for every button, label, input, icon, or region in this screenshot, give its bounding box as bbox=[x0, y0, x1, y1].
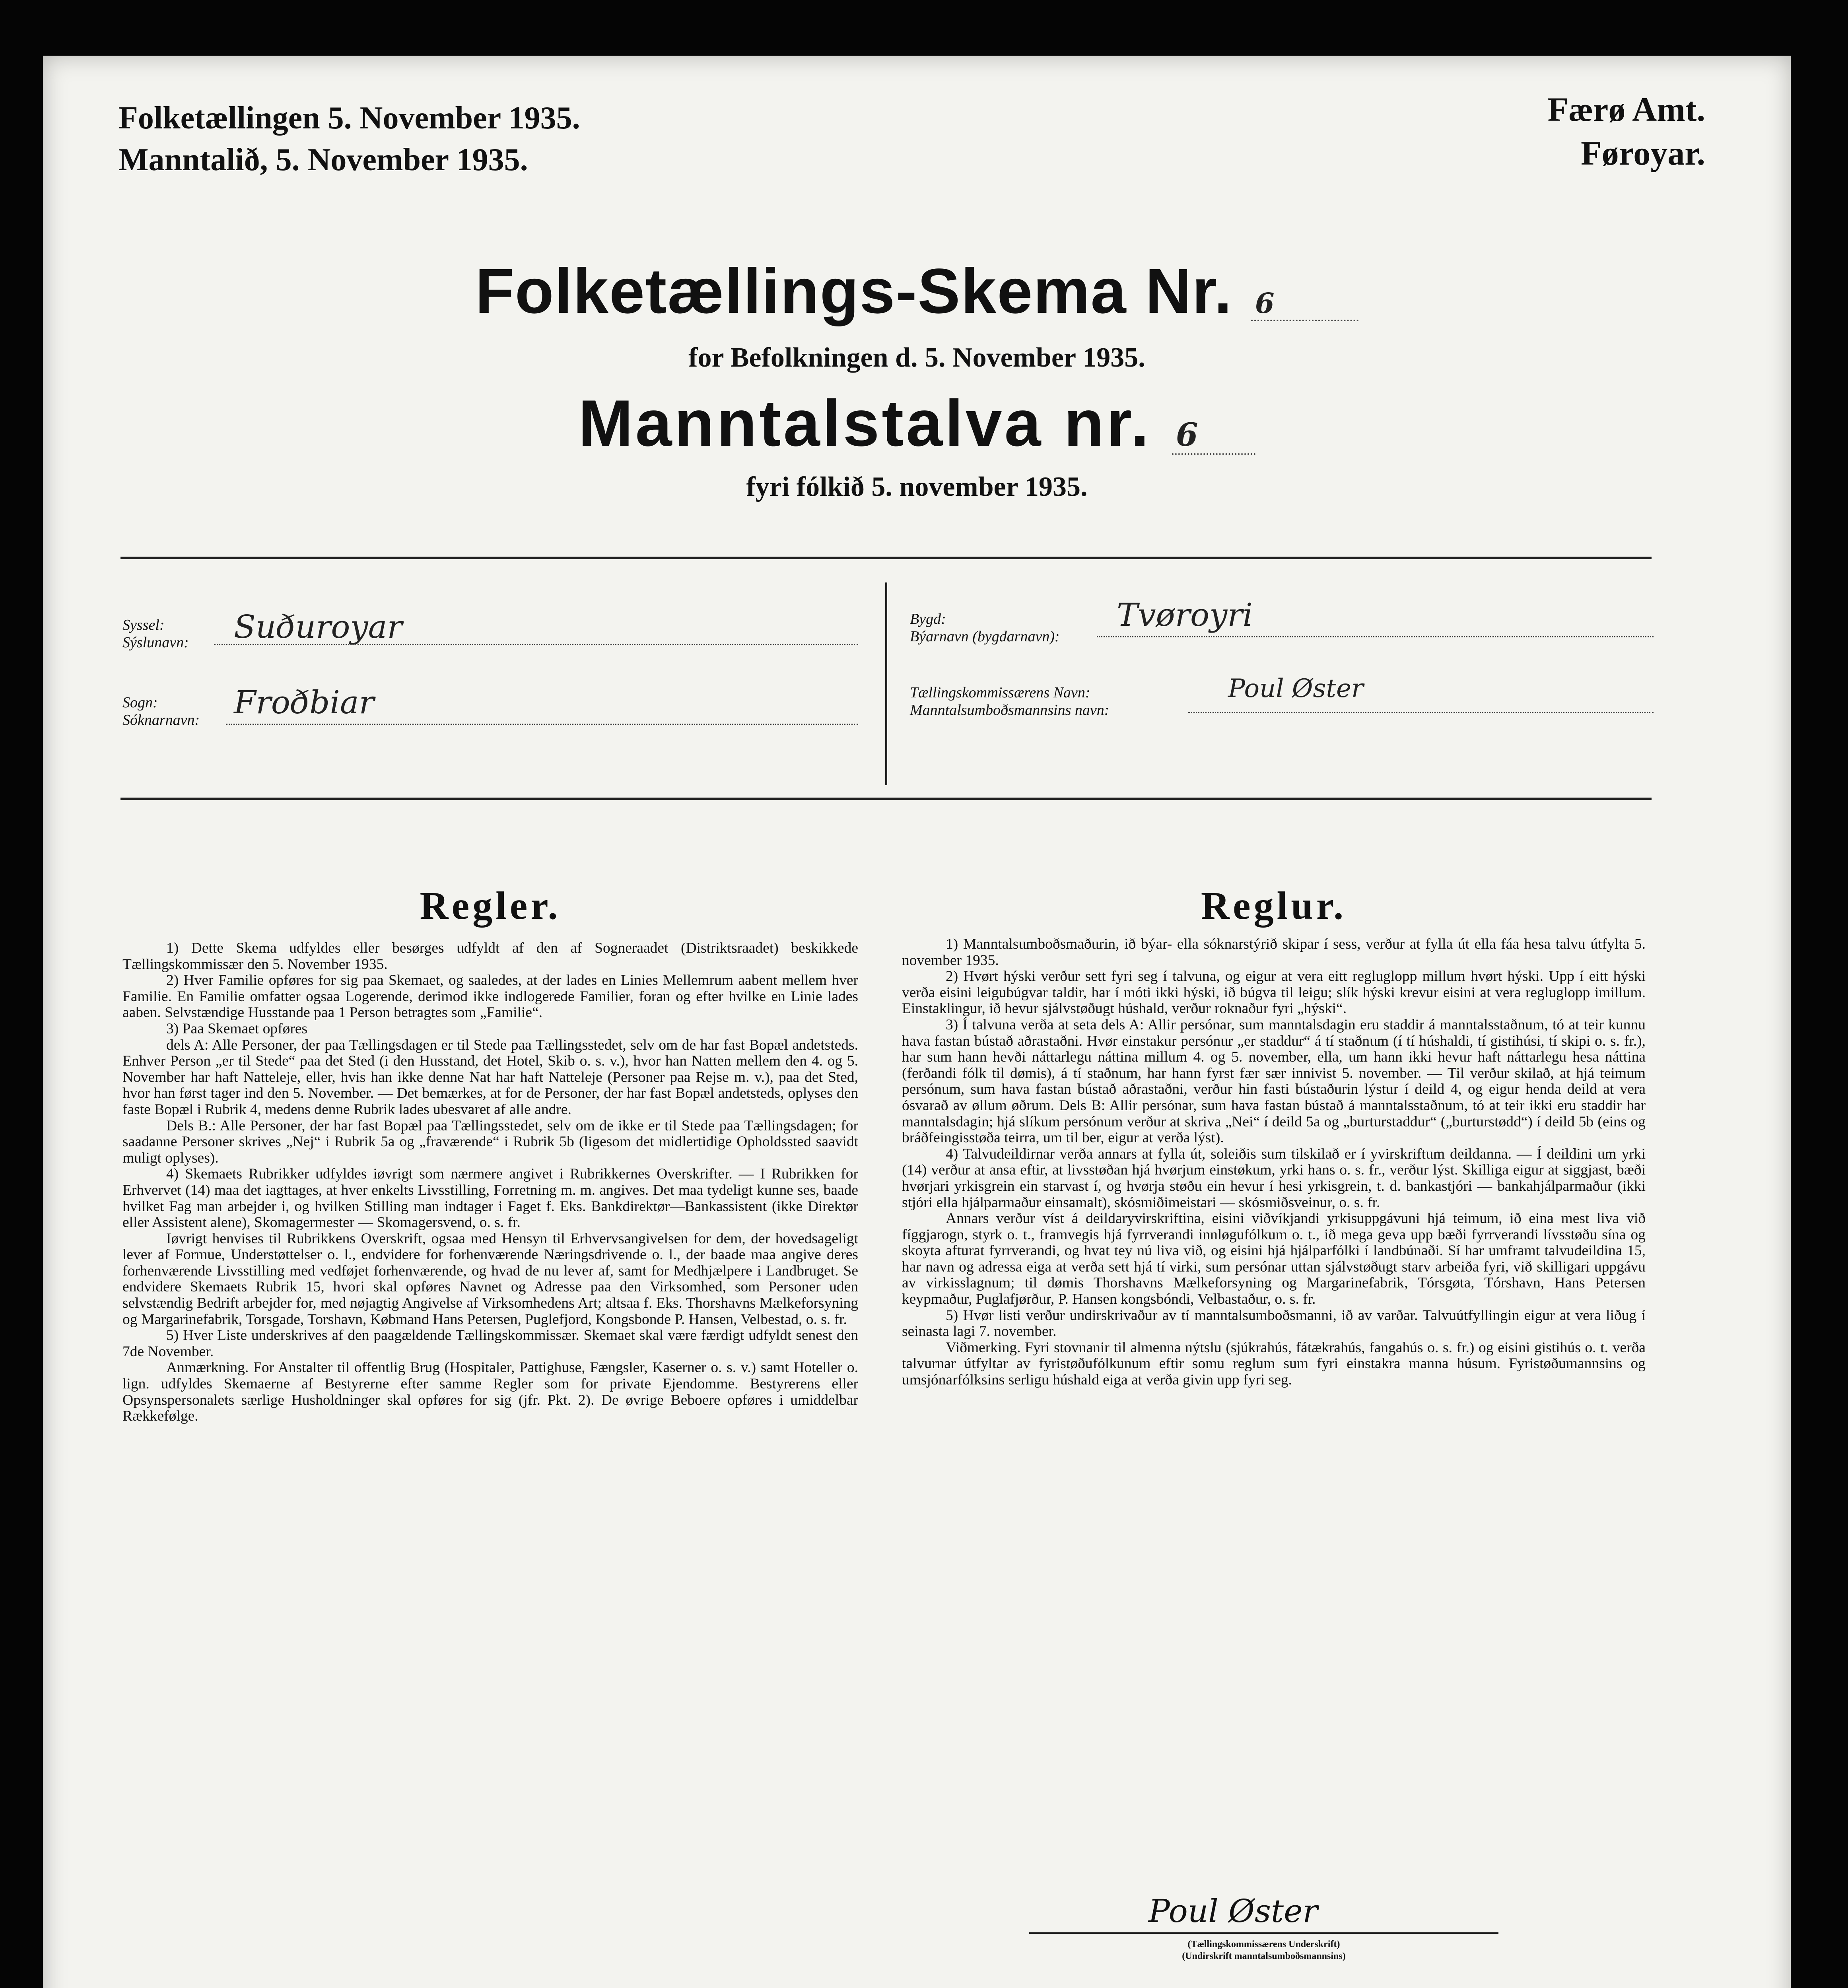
signature-caption-1: (Tællingskommissærens Underskrift) bbox=[1187, 1939, 1340, 1949]
kommissaer-label-1: Tællingskommissærens Navn: bbox=[910, 684, 1090, 701]
sogn-field bbox=[122, 694, 200, 729]
kommissaer-value: Poul Øster bbox=[1228, 674, 1364, 703]
bygd-value: Tvøroyri bbox=[1117, 596, 1253, 633]
stalva-number: 6 bbox=[1172, 416, 1255, 455]
sogn-value: Froðbiar bbox=[234, 684, 374, 721]
header-right-line1: Færø Amt. bbox=[1547, 90, 1705, 128]
regler-title: Regler. bbox=[420, 883, 561, 928]
stalva-subtitle: fyri fólkið 5. november 1935. bbox=[746, 472, 1088, 502]
skema-subtitle: for Befolkningen d. 5. November 1935. bbox=[688, 342, 1145, 373]
header-right-line2: Føroyar. bbox=[1581, 134, 1705, 172]
header-left bbox=[119, 97, 580, 181]
census-form-sheet bbox=[43, 56, 1791, 1988]
field-column-divider bbox=[885, 582, 887, 785]
reglur-paragraph: 2) Hvørt hýski verður sett fyri seg í talvuna, og eigur at vera eitt regluglopp millum hvørt hýski. Upp í eitt hýski verða eisini leigubúgvar taldir, har í móti ikki hýski, ið búgva til leigu; slík hýski krevur eisini at vera regluglopp imillum. Einstaklingur, ið hevur sjálvstøðugt húshald, verður roknaður fyri „hýski“. bbox=[902, 968, 1646, 1017]
syssel-line bbox=[214, 644, 858, 645]
stalva-title bbox=[43, 386, 1791, 461]
syssel-field bbox=[122, 616, 189, 651]
bygd-field bbox=[910, 610, 1060, 645]
bygd-label-2: Býarnavn (bygdarnavn): bbox=[910, 628, 1060, 645]
regler-paragraph: 2) Hver Familie opføres for sig paa Skemaet, og saaledes, at der lades en Linies Mellemrum aabent mellem hver Familie. En Familie omfatter ogsaa Logerende, derimod ikke indlogerede Familier, foran og efter hvilke en Linie lades aaben. Selvstændige Husstande paa 1 Person betragtes som „Familie“. bbox=[122, 972, 858, 1021]
regler-paragraph: 5) Hver Liste underskrives af den paagældende Tællingskommissær. Skemaet skal være færdigt udfyldt senest den 7de November. bbox=[122, 1327, 858, 1360]
stalva-title-text: Manntalstalva nr. bbox=[578, 386, 1151, 460]
sogn-line bbox=[226, 724, 858, 725]
reglur-paragraph: 1) Manntalsumboðsmaðurin, ið býar- ella sóknarstýrið skipar í sess, verður at fylla út ella fáa hesa talvu útfylta 5. november 1935. bbox=[902, 936, 1646, 969]
signature-caption-2: (Undirskrift manntalsumboðsmannsins) bbox=[1182, 1951, 1346, 1961]
signature-caption bbox=[1077, 1938, 1451, 1962]
regler-paragraph: dels A: Alle Personer, der paa Tællingsdagen er til Stede paa Tællingsstedet, selv om de har fast Bopæl andetsteds. Enhver Person „er til Stede“ paa det Sted (i den Husstand, det Hotel, Skib o. s. v.), hvor han Natten mellem den 4. og 5. November har haft Natteleje, eller, hvis han ikke denne Nat har haft Natteleje (Personer paa Rejse m. v.), paa det Sted, hvor han først tager ind den 5. November. — Det bemærkes, at for de Personer, der har fast Bopæl andetsteds, oplyses den faste Bopæl i Rubrik 4, medens denne Rubrik lades ubesvaret af alle andre. bbox=[122, 1037, 858, 1118]
regler-paragraph: 1) Dette Skema udfyldes eller besørges udfyldt af den af Sogneraadet (Distriktsraadet) beskikkede Tællingskommissær den 5. November 1935. bbox=[122, 940, 858, 973]
signature: Poul Øster bbox=[1148, 1893, 1318, 1930]
regler-paragraph: 4) Skemaets Rubrikker udfyldes iøvrigt som nærmere angivet i Rubrikkernes Overskrifter. — I Rubrikken for Erhvervet (14) maa det iagttages, at hver enkelts Livsstilling, Forretning m. m. angives. Det maa tydeligt kunne ses, baade hvilket Fag man arbejder i, og hvilken Stilling man indtager i Faget f. Eks. Bankdirektør—Bankassistent (ikke Direktør eller Assistent alene), Skomagermester — Skomagersvend, o. s. fr. bbox=[122, 1166, 858, 1231]
header-left-line2: Manntalið, 5. November 1935. bbox=[119, 142, 528, 177]
header-right bbox=[1548, 87, 1705, 175]
header-left-line1: Folketællingen 5. November 1935. bbox=[119, 101, 580, 136]
signature-line bbox=[1029, 1932, 1498, 1934]
regler-paragraph: Anmærkning. For Anstalter til offentlig Brug (Hospitaler, Pattighuse, Fængsler, Kaserner o. s. v.) samt Hoteller o. lign. udfyldes Skemaerne af Bestyrerne efter samme Regler som for private Ejendomme. Bestyrerens eller Opsynspersonalets særlige Husholdninger skal opføres for sig (jfr. Pkt. 2). De øvrige Beboere opføres i umiddelbar Rækkefølge. bbox=[122, 1359, 858, 1425]
sogn-label-1: Sogn: bbox=[122, 694, 158, 711]
skema-title bbox=[43, 254, 1791, 328]
bygd-line bbox=[1097, 636, 1654, 637]
bottom-divider bbox=[120, 798, 1652, 800]
syssel-value: Suðuroyar bbox=[234, 608, 402, 645]
kommissaer-label-2: Manntalsumboðsmannsins navn: bbox=[910, 702, 1110, 718]
kommissaer-line bbox=[1188, 712, 1654, 713]
reglur-paragraph: 3) Í talvuna verða at seta dels A: Allir persónar, sum manntalsdagin eru staddir á manntalsstaðnum, tó at teir kunnu hava fastan bústað aðrastaðni. Hvør einstakur persónur „er staddur“ á tí staðnum (í tí húshaldi, tí gistihúsi, tí skipi o. s. fr.), har sum hann hevði náttarlegu náttina millum 4. og 5. november, ella, um hann ikki hevur haft náttarlegu hesa náttina (ferðandi fólk til dømis), á tí staðnum, har hann fyrst fær sær innivist 5. november. — Til verður skilað, at hjá teimum persónum, sum hava fastan bústað aðrastaðni, verður hin fasti bústaðurin lýstur í deild 4, og eigur henda deild at vera ósvarað av øllum øðrum. Dels B: Allir persónar, sum hava fastan bústað á manntalsstaðnum, tó at teir ikki eru staddir har manntalsdagin; hjá slíkum persónum verður at skriva „Nei“ í deild 5a og „burturstaddur“ („burturstødd“) í deild 5b (eins og bráðfeingisstøða teirra, um til ber, eigur at verða lýst). bbox=[902, 1016, 1646, 1146]
top-divider bbox=[120, 557, 1652, 559]
skema-title-text: Folketællings-Skema Nr. bbox=[475, 255, 1233, 326]
reglur-paragraph: Viðmerking. Fyri stovnanir til almenna nýtslu (sjúkrahús, fátækrahús, fangahús o. s. fr.) og eisini gistihús o. t. verða talvurnar útfyltar av fyristøðufólkunum eftir somu reglum sum fyri einstakra manna húsum. Fyristøðumannsins og umsjónarfólksins serligu húshald eiga at verða givin upp fyri seg. bbox=[902, 1339, 1646, 1388]
reglur-paragraph: 5) Hvør listi verður undirskrivaður av tí manntalsumboðsmanni, ið av varðar. Talvuútfyllingin eigur at vera liðug í seinasta lagi 7. november. bbox=[902, 1307, 1646, 1340]
sogn-label-2: Sóknarnavn: bbox=[122, 712, 200, 728]
reglur-text bbox=[902, 936, 1646, 1388]
reglur-title: Reglur. bbox=[1201, 883, 1347, 928]
regler-paragraph: Dels B.: Alle Personer, der har fast Bopæl paa Tællingsstedet, selv om de ikke er til Stede paa Tællingsdagen; for saadanne Personer skrives „Nej“ i Rubrik 5a og „fraværende“ i Rubrik 5b (ligesom det midlertidige Opholdssted saavidt muligt oplyses). bbox=[122, 1117, 858, 1166]
regler-text bbox=[122, 940, 858, 1425]
regler-paragraph: 3) Paa Skemaet opføres bbox=[166, 1020, 308, 1037]
regler-paragraph: Iøvrigt henvises til Rubrikkens Overskrift, ogsaa med Hensyn til Erhvervsangivelsen for dem, der hovedsageligt lever af Formue, Understøttelser o. l., endvidere for forhenværende Næringsdrivende o. l., der baade maa angive deres forhenværende Livsstilling med vedføjet forhenværende, og hvad de nu lever af, samt for Medhjælpere i Landbruget. Se endvidere Skemaets Rubrik 15, hvori skal opføres Navnet og Adresse paa den Virksomhed, som Personer uden selvstændig Bedrift arbejder for, med nøjagtig Angivelse af Virksomhedens Art; altsaa f. Eks. Thorshavns Mælkeforsyning og Margarinefabrik, Torsgade, Torshavn, Købmand Hans Petersen, Puglefjord, Kongsbonde P. Hansen, Velbestad, o. s. fr. bbox=[122, 1230, 858, 1328]
syssel-label-1: Syssel: bbox=[122, 617, 165, 633]
bygd-label-1: Bygd: bbox=[910, 611, 946, 627]
syssel-label-2: Sýslunavn: bbox=[122, 634, 189, 651]
kommissaer-field bbox=[910, 684, 1109, 719]
reglur-paragraph: 4) Talvudeildirnar verða annars at fylla út, soleiðis sum tilskilað er í yvirskriftum deildanna. — Í deildini um yrki (14) verður at ansa eftir, at livsstøðan hjá hvørjum einstøkum, yrki hans o. s. fr., verður lýst. Skilliga eigur at siggjast, bæði hvørjari yrkisgrein ein starvast í, og hvørja støðu ein hevur í hesi yrkisgrein, t. d. bankastjóri — bankahjálparmaður (ikki stjóri ella hjálparmaður einsamalt), skósmiðimeistari — skósmiðsveinur, o. s. fr. bbox=[902, 1145, 1646, 1211]
reglur-paragraph: Annars verður víst á deildaryvirskriftina, eisini viðvíkjandi yrkisuppgávuni hjá teimum, ið eina mest liva við fíggjarogn, styrk o. t., framvegis hjá fyrrverandi innløgufólkum o. t., ið mega geva upp bæði fyrrverandi lívsstøðu sína og skoyta afturat fyrrverandi, og hvat tey nú liva við, og eisini hjá hjálparfólki í landbúnaði. Sí har umframt talvudeildina 15, har navn og adressa eiga at verða sett hjá tí virki, sum persónar uttan sjálvstøðugt starv arbeiða fyri, við skilligari uppgávu av virkisslagnum; til dømis Thorshavns Mælkeforsyning og Margarinefabrik, Tórsgøta, Tórshavn, Hans Petersen keypmaður, Puglafjørður, P. Hansen kongsbóndi, Velbastaður, o. s. fr. bbox=[902, 1210, 1646, 1308]
skema-number: 6 bbox=[1251, 287, 1358, 321]
